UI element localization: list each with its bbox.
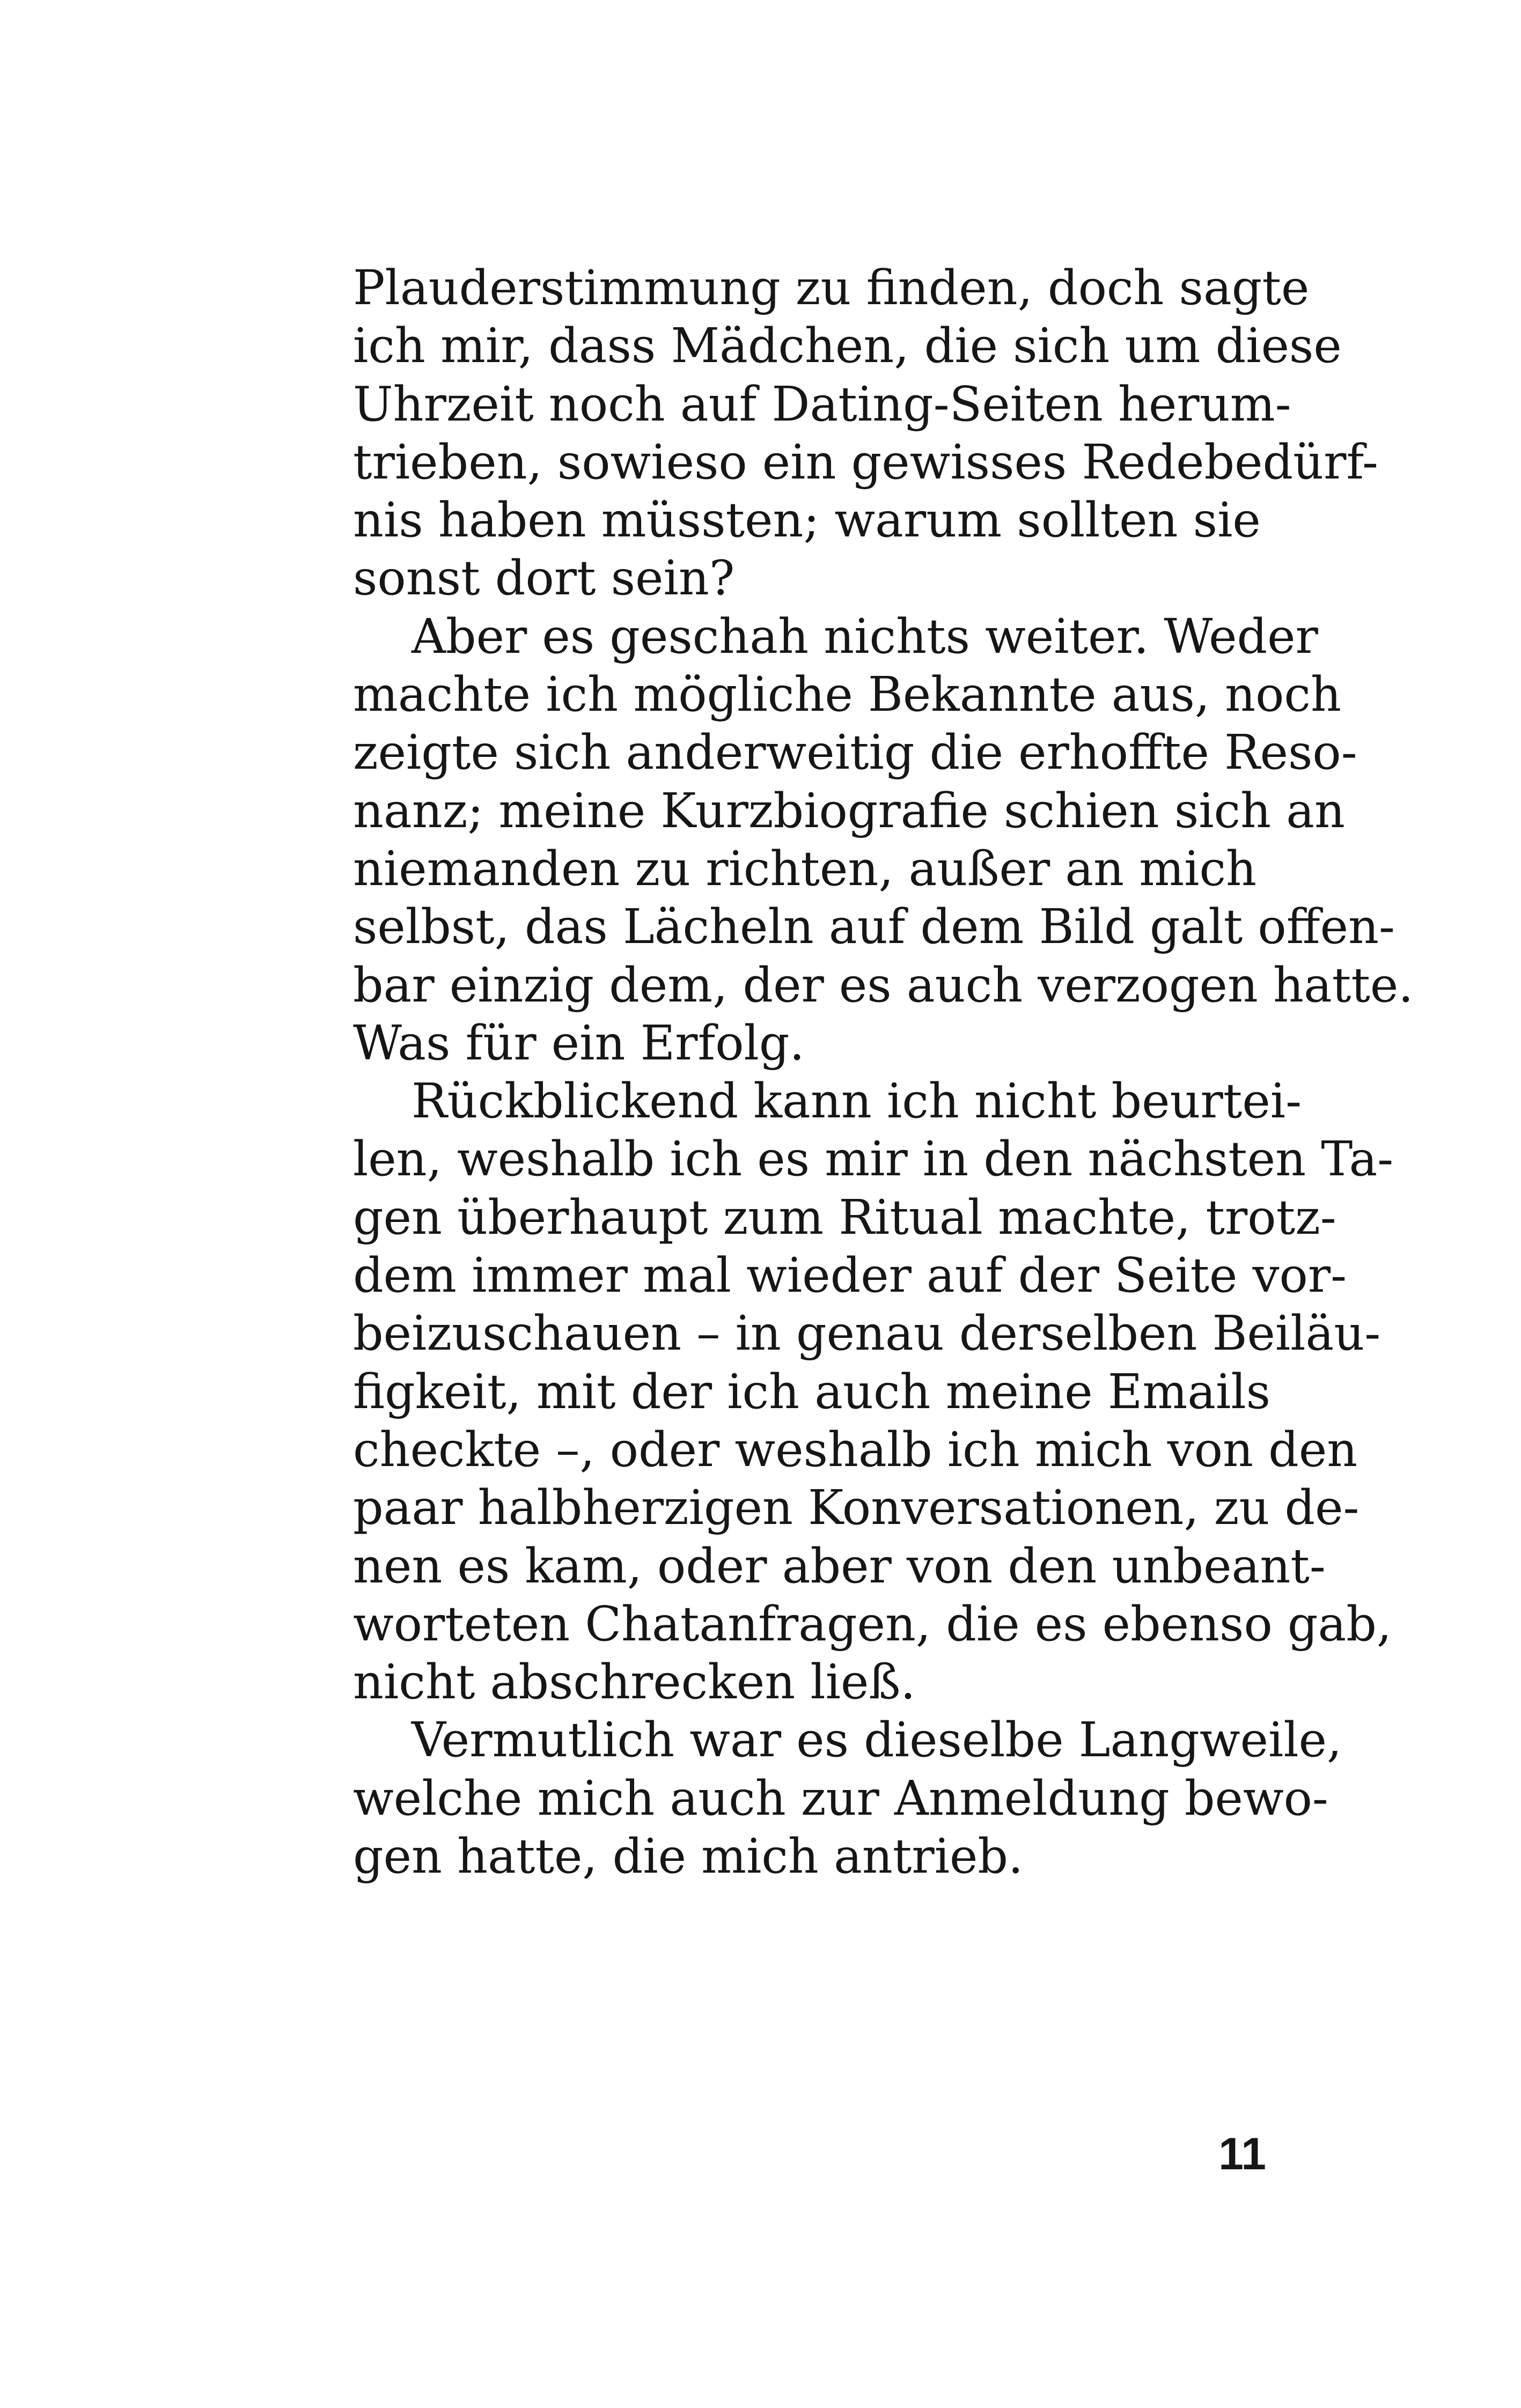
paragraph-2 bbox=[353, 608, 1414, 1072]
text-line: Rückblickend kann ich nicht beurtei- bbox=[412, 1073, 1302, 1129]
text-line: Plauderstimmung zu finden, doch sagte bbox=[353, 260, 1310, 315]
text-line: Uhrzeit noch auf Dating-Seiten herum- bbox=[353, 376, 1291, 432]
text-line: welche mich auch zur Anmeldung bewo- bbox=[353, 1770, 1328, 1826]
text-line: ich mir, dass Mädchen, die sich um diese bbox=[353, 318, 1342, 374]
text-line: Vermutlich war es dieselbe Langweile, bbox=[412, 1712, 1342, 1768]
text-line: nis haben müssten; warum sollten sie bbox=[353, 492, 1261, 548]
text-line: figkeit, mit der ich auch meine Emails bbox=[353, 1364, 1271, 1419]
text-line: worteten Chatanfragen, die es ebenso gab, bbox=[353, 1596, 1392, 1652]
text-line: nen es kam, oder aber von den unbeant- bbox=[353, 1538, 1326, 1594]
text-line: dem immer mal wieder auf der Seite vor- bbox=[353, 1248, 1347, 1304]
page-number: 11 bbox=[1218, 2129, 1266, 2179]
text-line: nicht abschrecken ließ. bbox=[353, 1654, 916, 1710]
text-line: niemanden zu richten, außer an mich bbox=[353, 841, 1257, 896]
paragraph-1 bbox=[353, 259, 1378, 608]
text-line: selbst, das Lächeln auf dem Bild galt offen- bbox=[353, 899, 1395, 955]
text-line: nanz; meine Kurzbiografie schien sich an bbox=[353, 783, 1345, 838]
text-line: gen überhaupt zum Ritual machte, trotz- bbox=[353, 1189, 1336, 1245]
text-line: len, weshalb ich es mir in den nächsten Ta- bbox=[353, 1131, 1394, 1187]
body-text bbox=[353, 259, 1414, 1886]
text-line: bar einzig dem, der es auch verzogen hatte. bbox=[353, 957, 1414, 1013]
text-line: machte ich mögliche Bekannte aus, noch bbox=[353, 667, 1341, 723]
text-line: beizuschauen – in genau derselben Beiläu- bbox=[353, 1306, 1381, 1361]
text-line: paar halbherzigen Konversationen, zu de- bbox=[353, 1480, 1360, 1536]
paragraph-4 bbox=[353, 1711, 1342, 1886]
text-line: gen hatte, die mich antrieb. bbox=[353, 1829, 1024, 1884]
text-line: trieben, sowieso ein gewisses Redebedürf- bbox=[353, 434, 1378, 490]
text-line: sonst dort sein? bbox=[353, 550, 735, 606]
text-line: Was für ein Erfolg. bbox=[353, 1015, 805, 1071]
text-line: Aber es geschah nichts weiter. Weder bbox=[412, 608, 1318, 664]
text-line: zeigte sich anderweitig die erhoffte Reso- bbox=[353, 725, 1357, 780]
paragraph-3 bbox=[353, 1072, 1394, 1711]
text-line: checkte –, oder weshalb ich mich von den bbox=[353, 1422, 1358, 1477]
